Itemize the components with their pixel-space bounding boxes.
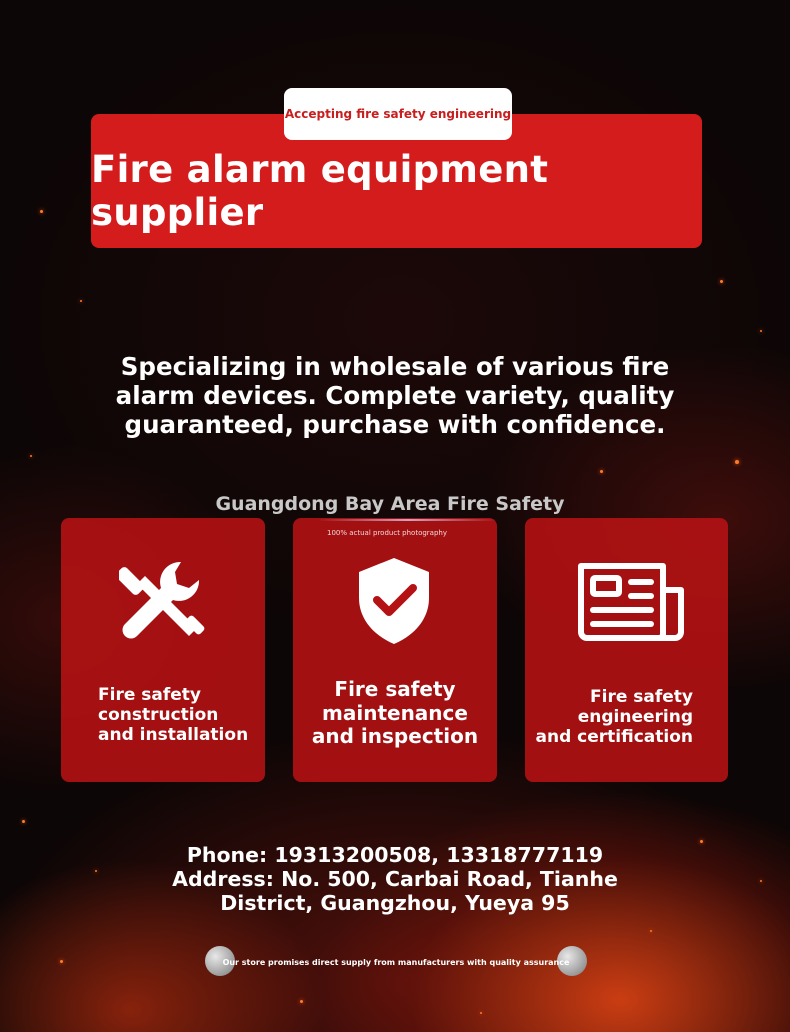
contact-address-line-1: Address: No. 500, Carbai Road, Tianhe [172, 867, 618, 891]
contact-info [140, 843, 650, 915]
service-card-certification [525, 518, 728, 782]
tools-icon [119, 558, 207, 648]
engineering-badge [284, 88, 512, 140]
section-title-underline [318, 519, 498, 521]
tagline-line-1: Specializing in wholesale of various fire [120, 352, 670, 381]
engineering-badge-text: Accepting fire safety engineering [284, 107, 512, 121]
card-label-line: and certification [535, 727, 693, 747]
promise-banner [205, 946, 587, 978]
card-label-line: and inspection [311, 724, 479, 748]
newspaper-icon [577, 562, 689, 646]
service-card-installation [61, 518, 265, 782]
page-title: Fire alarm equipment supplier [91, 148, 549, 234]
contact-address-line-2: District, Guangzhou, Yueya 95 [220, 891, 570, 915]
promise-text: Our store promises direct supply from manufacturers with quality assurance [222, 957, 570, 967]
card-label-line: engineering [577, 707, 693, 727]
card-label-installation [98, 685, 248, 745]
card-label-line: maintenance [322, 700, 468, 725]
card-label-line: and installation [98, 725, 249, 745]
card-label-line: Fire safety [98, 685, 201, 705]
section-title: Guangdong Bay Area Fire Safety [215, 493, 565, 515]
tagline-line-3: guaranteed, purchase with confidence. [124, 410, 666, 439]
card-label-line: Fire safety [590, 687, 693, 707]
card-label-line: construction [98, 705, 219, 725]
contact-phone: Phone: 19313200508, 13318777119 [186, 843, 604, 867]
card-label-certification [536, 687, 694, 747]
photo-note: 100% actual product photography [327, 529, 447, 537]
card-label-line: Fire safety [334, 677, 456, 701]
tagline [110, 352, 680, 439]
service-card-maintenance [293, 518, 497, 782]
shield-check-icon [357, 556, 431, 650]
tagline-line-2: alarm devices. Complete variety, quality [115, 381, 675, 410]
card-label-maintenance [293, 678, 497, 749]
